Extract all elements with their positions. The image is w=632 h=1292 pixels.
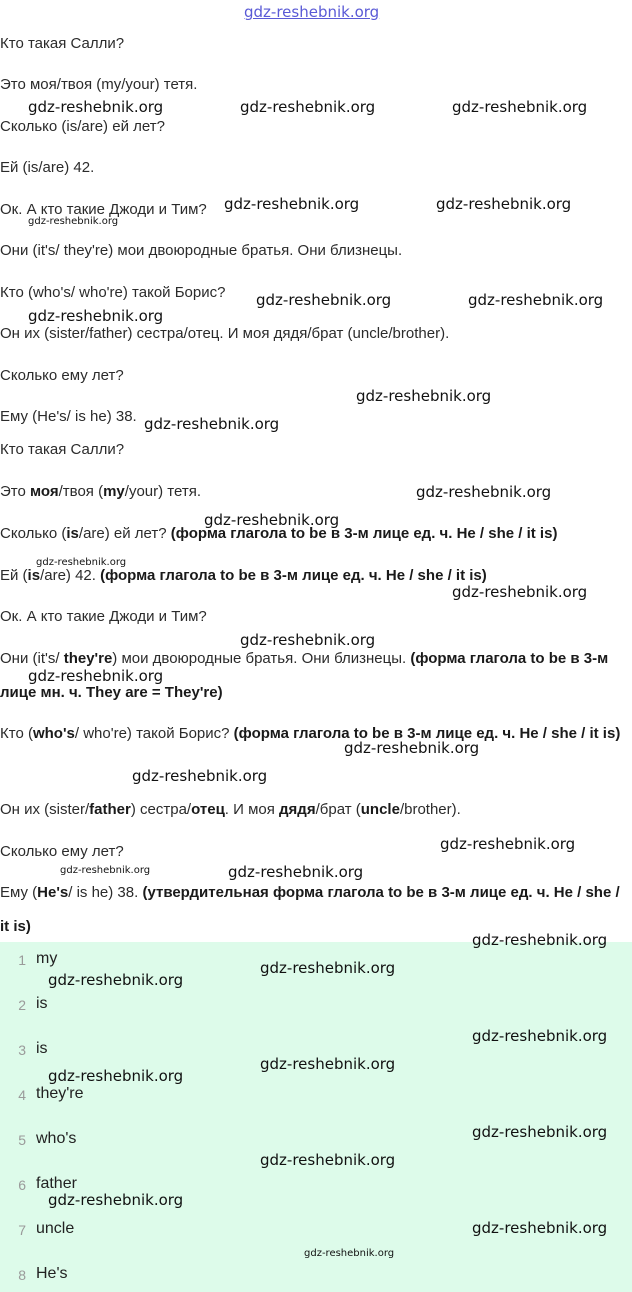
- watermark: gdz-reshebnik.org: [240, 631, 376, 649]
- answer-text: is: [36, 995, 48, 1012]
- watermark: gdz-reshebnik.org: [304, 1248, 395, 1259]
- watermark: gdz-reshebnik.org: [472, 931, 608, 949]
- watermark: gdz-reshebnik.org: [260, 1151, 396, 1169]
- watermark: gdz-reshebnik.org: [60, 865, 151, 876]
- answer-text: He's: [36, 1265, 68, 1282]
- watermark: gdz-reshebnik.org: [440, 835, 576, 853]
- annotated-line-9: Сколько ему лет?: [0, 843, 124, 860]
- watermark: gdz-reshebnik.org: [228, 863, 364, 881]
- watermark: gdz-reshebnik.org: [144, 415, 280, 433]
- watermark: gdz-reshebnik.org: [28, 216, 119, 227]
- watermark: gdz-reshebnik.org: [468, 291, 604, 309]
- answer-text: uncle: [36, 1220, 75, 1237]
- answer-text: who's: [36, 1130, 77, 1147]
- original-line-4: Ей (is/are) 42.: [0, 159, 95, 176]
- watermark: gdz-reshebnik.org: [48, 971, 184, 989]
- answers-panel: [0, 942, 632, 1292]
- watermark: gdz-reshebnik.org: [436, 195, 572, 213]
- watermark: gdz-reshebnik.org: [204, 511, 340, 529]
- watermark: gdz-reshebnik.org: [256, 291, 392, 309]
- watermark: gdz-reshebnik.org: [28, 307, 164, 325]
- watermark-top[interactable]: gdz-reshebnik.org: [244, 3, 380, 21]
- answer-number: 5: [18, 1132, 26, 1148]
- annotated-line-4: Ей (is/are) 42. (форма глагола to be в 3-м лице ед. ч. He / she / it is): [0, 567, 487, 584]
- watermark: gdz-reshebnik.org: [36, 557, 127, 568]
- answer-text: they're: [36, 1085, 84, 1102]
- watermark: gdz-reshebnik.org: [48, 1067, 184, 1085]
- answer-text: father: [36, 1175, 77, 1192]
- annotated-line-3: Сколько (is/are) ей лет? (форма глагола to be в 3-м лице ед. ч. He / she / it is): [0, 525, 558, 542]
- original-line-2: Это моя/твоя (my/your) тетя.: [0, 76, 198, 93]
- watermark: gdz-reshebnik.org: [356, 387, 492, 405]
- watermark: gdz-reshebnik.org: [452, 98, 588, 116]
- answer-number: 8: [18, 1267, 26, 1283]
- annotated-line-2: Это моя/твоя (my/your) тетя.: [0, 483, 201, 500]
- original-line-7: Кто (who's/ who're) такой Борис?: [0, 284, 226, 301]
- watermark: gdz-reshebnik.org: [28, 98, 164, 116]
- annotated-line-5: Ок. А кто такие Джоди и Тим?: [0, 608, 207, 625]
- answer-number: 6: [18, 1177, 26, 1193]
- answer-number: 3: [18, 1042, 26, 1058]
- answer-number: 2: [18, 997, 26, 1013]
- watermark: gdz-reshebnik.org: [472, 1027, 608, 1045]
- watermark: gdz-reshebnik.org: [28, 667, 164, 685]
- watermark: gdz-reshebnik.org: [48, 1191, 184, 1209]
- answer-text: is: [36, 1040, 48, 1057]
- answer-text: my: [36, 950, 58, 967]
- original-line-10: Ему (He's/ is he) 38.: [0, 408, 137, 425]
- watermark: gdz-reshebnik.org: [472, 1219, 608, 1237]
- original-line-9: Сколько ему лет?: [0, 367, 124, 384]
- annotated-line-10: Ему (He's/ is he) 38. (утвердительная форма глагола to be в 3-м лице ед. ч. He / she / it is): [0, 884, 620, 935]
- original-line-1: Кто такая Салли?: [0, 35, 125, 52]
- original-line-6: Они (it's/ they're) мои двоюродные братья. Они близнецы.: [0, 242, 403, 259]
- annotated-line-1: Кто такая Салли?: [0, 441, 125, 458]
- watermark: gdz-reshebnik.org: [452, 583, 588, 601]
- watermark: gdz-reshebnik.org: [344, 739, 480, 757]
- watermark: gdz-reshebnik.org: [416, 483, 552, 501]
- watermark: gdz-reshebnik.org: [224, 195, 360, 213]
- annotated-line-6: Они (it's/ they're) мои двоюродные братья. Они близнецы. (форма глагола to be в 3-м лице мн. ч. They are = They're): [0, 650, 609, 701]
- watermark: gdz-reshebnik.org: [240, 98, 376, 116]
- original-line-5: Ок. А кто такие Джоди и Тим?: [0, 201, 207, 218]
- watermark: gdz-reshebnik.org: [132, 767, 268, 785]
- answer-number: 4: [18, 1087, 26, 1103]
- annotated-line-8: Он их (sister/father) сестра/отец. И моя дядя/брат (uncle/brother).: [0, 801, 461, 818]
- original-line-3: Сколько (is/are) ей лет?: [0, 118, 165, 135]
- original-line-8: Он их (sister/father) сестра/отец. И моя дядя/брат (uncle/brother).: [0, 325, 450, 342]
- watermark: gdz-reshebnik.org: [260, 959, 396, 977]
- watermark: gdz-reshebnik.org: [472, 1123, 608, 1141]
- annotated-line-7: Кто (who's/ who're) такой Борис? (форма глагола to be в 3-м лице ед. ч. He / she / it is): [0, 725, 621, 742]
- answer-number: 1: [18, 952, 26, 968]
- watermark: gdz-reshebnik.org: [260, 1055, 396, 1073]
- answer-number: 7: [18, 1222, 26, 1238]
